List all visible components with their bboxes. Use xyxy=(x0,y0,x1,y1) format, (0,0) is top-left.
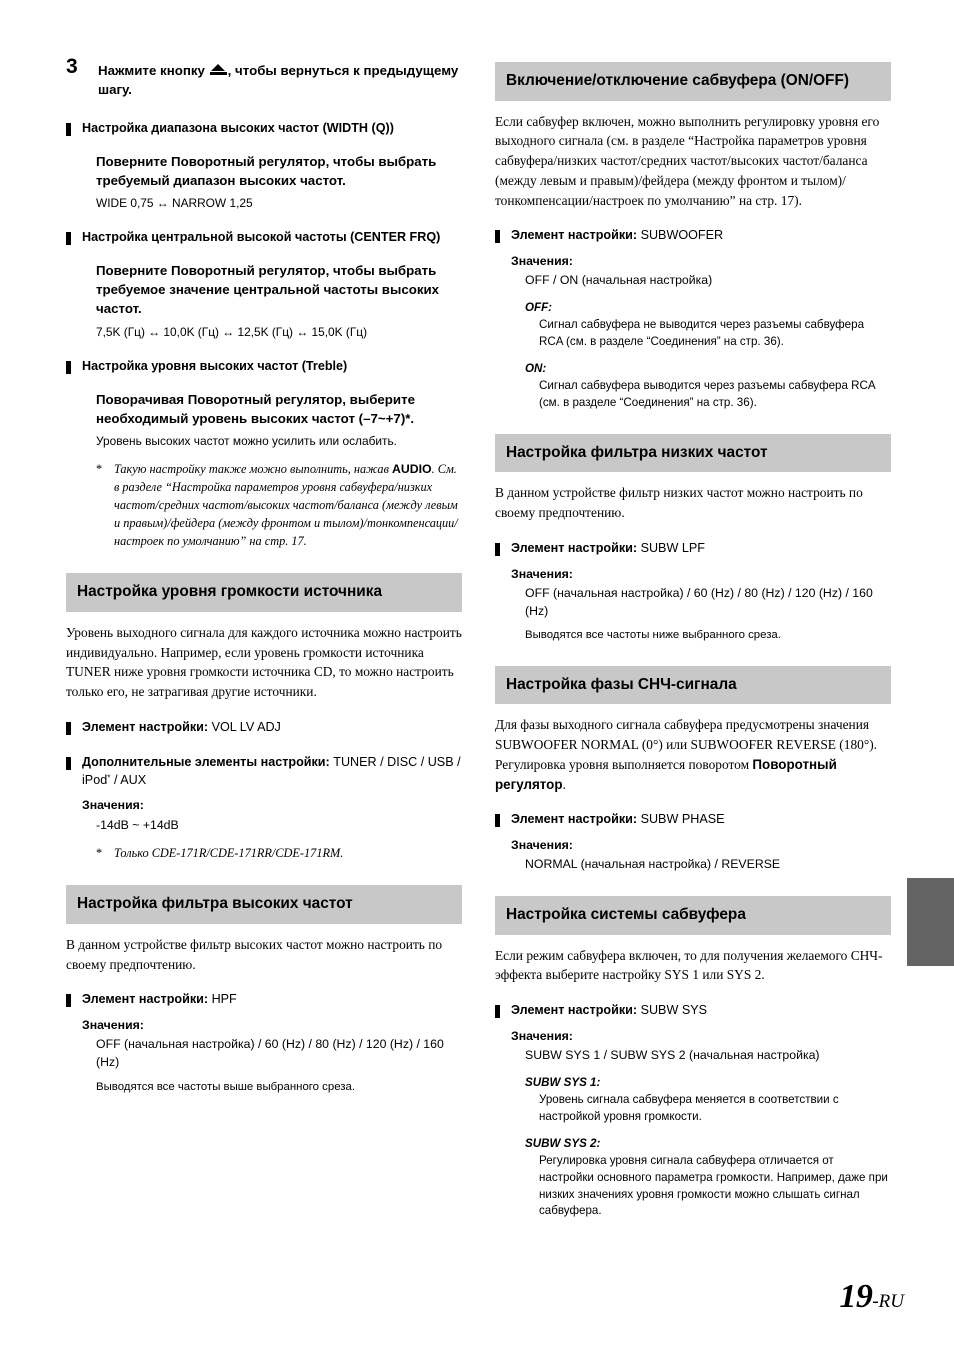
thumb-index-tab xyxy=(907,878,954,966)
setting-item-value: VOL LV ADJ xyxy=(211,719,281,734)
values-label-subw-sys: Значения: xyxy=(511,1028,573,1043)
note-treble: Уровень высоких частот можно усилить или ослабить. xyxy=(96,434,397,449)
footnote-asterisk: * xyxy=(96,462,103,477)
subheading-treble: Настройка уровня высоких частот (Treble) xyxy=(66,358,462,376)
additional-value-post: / AUX xyxy=(110,772,147,787)
right-column xyxy=(495,62,891,1220)
instruction-center-frq xyxy=(96,261,462,318)
step-number: 3 xyxy=(66,55,78,78)
instruction-treble xyxy=(96,390,462,428)
range-center-frq: 7,5K (Гц) ↔ 10,0K (Гц) ↔ 12,5K (Гц) ↔ 15,0K (Гц) xyxy=(96,324,368,339)
mode-name-on: ON: xyxy=(525,361,547,375)
mode-desc-off: Сигнал сабвуфера не выводится через разъемы сабвуфера RCA (см. в разделе “Соединения” на стр. 36). xyxy=(539,318,865,349)
mode-name-off: OFF: xyxy=(525,301,553,315)
setting-item-label: Элемент настройки: xyxy=(511,540,638,555)
setting-item-value: SUBWOOFER xyxy=(640,228,724,243)
body-phase xyxy=(495,715,891,794)
additional-value-pre: TUNER / DISC / USB / iPod xyxy=(82,754,461,787)
setting-item-value: SUBW PHASE xyxy=(640,812,725,827)
setting-item-value: HPF xyxy=(211,992,237,1007)
values-label-lpf: Значения: xyxy=(511,566,573,581)
section-header-subw-sys: Настройка системы сабвуфера xyxy=(495,896,891,935)
values-note-hpf: Выводятся все частоты выше выбранного среза. xyxy=(96,1080,356,1093)
instruction-pre: Поверните xyxy=(96,263,172,279)
block-treble xyxy=(66,358,462,551)
footnote-post: . См. в разделе “Настройка параметров уровня сабвуфера/низких частот/средних частот/высоких частот/баланса (между левым и правым)/фейдера (между фронтом и тылом)/тонкомпенсации/настроек по умолчанию” на стр. 17. xyxy=(114,462,458,549)
step-text-after: , чтобы вернуться к предыдущему шагу. xyxy=(98,63,459,97)
body-lpf: В данном устройстве фильтр низких частот можно настроить по своему предпочтению. xyxy=(495,485,863,521)
values-text-hpf: OFF (начальная настройка) / 60 (Hz) / 80 (Hz) / 120 (Hz) / 160 (Hz) xyxy=(96,1037,444,1070)
subheading-center-frq: Настройка центральной высокой частоты (CENTER FRQ) xyxy=(66,229,462,247)
footnote-model-text: Только CDE-171R/CDE-171RR/CDE-171RM. xyxy=(114,846,344,861)
rotary-knob-term: Поворотный регулятор xyxy=(171,263,326,279)
body-subw-sys: Если режим сабвуфера включен, то для получения желаемого СНЧ-эффекта выберите настройку SYS 1 или SYS 2. xyxy=(495,947,883,983)
body-source-volume: Уровень выходного сигнала для каждого источника можно настроить индивидуально. Например, если уровень громкости источника TUNER ниже уровня громкости источника CD, то можно настроить только его, не затрагивая другие источники. xyxy=(66,624,462,700)
asterisk-marker: * xyxy=(107,772,111,783)
section-header-subwoofer-onoff: Включение/отключение сабвуфера (ON/OFF) xyxy=(495,62,891,101)
setting-item-subw-lpf xyxy=(495,540,891,558)
instruction-post: , чтобы выбрать требуемое значение центральной частоты высоких частот. xyxy=(96,263,440,317)
footnote-treble xyxy=(96,461,462,551)
values-label-subwoofer: Значения: xyxy=(511,254,573,269)
setting-item-label: Элемент настройки: xyxy=(82,992,209,1007)
left-column xyxy=(66,55,462,1095)
footnote-asterisk: * xyxy=(96,846,103,861)
range-width-q: WIDE 0,75 ↔ NARROW 1,25 xyxy=(96,195,253,210)
block-width-q xyxy=(66,120,462,213)
mode-desc-subw-sys-1: Уровень сигнала сабвуфера меняется в соответствии с настройкой уровня громкости. xyxy=(539,1093,839,1123)
block-center-frq xyxy=(66,229,462,341)
section-header-lpf: Настройка фильтра низких частот xyxy=(495,434,891,473)
step-3 xyxy=(66,55,462,100)
values-text-vol: -14dB ~ +14dB xyxy=(96,817,179,832)
body-phase-post: . xyxy=(562,776,566,792)
instruction-width-q xyxy=(96,152,462,190)
page-number-suffix: -RU xyxy=(872,1291,904,1312)
rotary-knob-term: Поворотный регулятор xyxy=(187,391,343,407)
mode-desc-on: Сигнал сабвуфера выводится через разъемы сабвуфера RCA (см. в разделе “Соединения” на стр. 36). xyxy=(539,379,876,409)
step-text xyxy=(98,62,462,100)
setting-item-value: SUBW LPF xyxy=(640,540,705,555)
values-label-phase: Значения: xyxy=(511,838,573,853)
setting-item-subw-sys xyxy=(495,1002,891,1020)
values-text-phase: NORMAL (начальная настройка) / REVERSE xyxy=(525,857,781,872)
body-subwoofer-onoff: Если сабвуфер включен, можно выполнить регулировку уровня его выходного сигнала (см. в разделе “Настройка параметров уровня сабвуфера/низких частот/средних частот/высоких частот/баланса (между левым и правым)/фейдера (между фронтом и тылом)/тонкомпенсации/настроек по умолчанию” на стр. 17). xyxy=(495,113,880,208)
instruction-post: , чтобы выбрать требуемый диапазон высоких частот. xyxy=(96,153,437,188)
body-hpf: В данном устройстве фильтр высоких частот можно настроить по своему предпочтению. xyxy=(66,936,443,972)
footnote-pre: Такую настройку также можно выполнить, нажав xyxy=(114,462,392,477)
instruction-pre: Поверните xyxy=(96,153,172,169)
additional-settings-label: Дополнительные элементы настройки: xyxy=(82,754,330,769)
instruction-pre: Поворачивая xyxy=(96,391,188,407)
rotary-knob-term: Поворотный регулятор xyxy=(495,756,837,792)
page-number xyxy=(839,1278,904,1316)
values-text-lpf: OFF (начальная настройка) / 60 (Hz) / 80 (Hz) / 120 (Hz) / 160 (Hz) xyxy=(525,585,873,618)
additional-settings-items xyxy=(66,754,462,790)
setting-item-subw-phase xyxy=(495,811,891,829)
setting-item-label: Элемент настройки: xyxy=(511,228,638,243)
setting-item-label: Элемент настройки: xyxy=(511,812,638,827)
footnote-model-list xyxy=(96,845,462,863)
setting-item-label: Элемент настройки: xyxy=(511,1003,638,1018)
values-note-lpf: Выводятся все частоты ниже выбранного среза. xyxy=(525,629,781,642)
values-label-vol: Значения: xyxy=(82,798,144,813)
page-number-value: 19 xyxy=(839,1278,873,1315)
step-text-before: Нажмите кнопку xyxy=(98,63,209,78)
body-phase-pre: Для фазы выходного сигнала сабвуфера предусмотрены значения SUBWOOFER NORMAL (0°) или SUBWOOFER REVERSE (180°). Регулировка уровня выполняется поворотом xyxy=(495,717,877,772)
setting-item-value: SUBW SYS xyxy=(640,1003,708,1018)
mode-name-subw-sys-1: SUBW SYS 1: xyxy=(525,1075,601,1089)
audio-button-term: AUDIO xyxy=(391,462,432,477)
values-text-subw-sys: SUBW SYS 1 / SUBW SYS 2 (начальная настройка) xyxy=(525,1048,820,1063)
section-header-hpf: Настройка фильтра высоких частот xyxy=(66,885,462,924)
instruction-post: , выберите необходимый уровень высоких частот (–7~+7)*. xyxy=(96,391,416,426)
values-label-hpf: Значения: xyxy=(82,1018,144,1033)
section-header-source-volume: Настройка уровня громкости источника xyxy=(66,573,462,612)
setting-item-label: Элемент настройки: xyxy=(82,719,209,734)
mode-name-subw-sys-2: SUBW SYS 2: xyxy=(525,1136,601,1150)
values-text-subwoofer: OFF / ON (начальная настройка) xyxy=(525,273,713,288)
setting-item-vol-lv-adj xyxy=(66,719,462,737)
setting-item-hpf xyxy=(66,991,462,1009)
section-header-phase: Настройка фазы СНЧ-сигнала xyxy=(495,666,891,705)
eject-icon xyxy=(210,64,227,76)
subheading-width-q: Настройка диапазона высоких частот (WIDTH (Q)) xyxy=(66,120,462,138)
mode-desc-subw-sys-2: Регулировка уровня сигнала сабвуфера отличается от настройки основного параметра громкости. Например, даже при низких значениях уровня громкости можно слышать сигнал сабвуфера. xyxy=(539,1153,888,1218)
setting-item-subwoofer xyxy=(495,227,891,245)
rotary-knob-term: Поворотный регулятор xyxy=(171,153,326,169)
